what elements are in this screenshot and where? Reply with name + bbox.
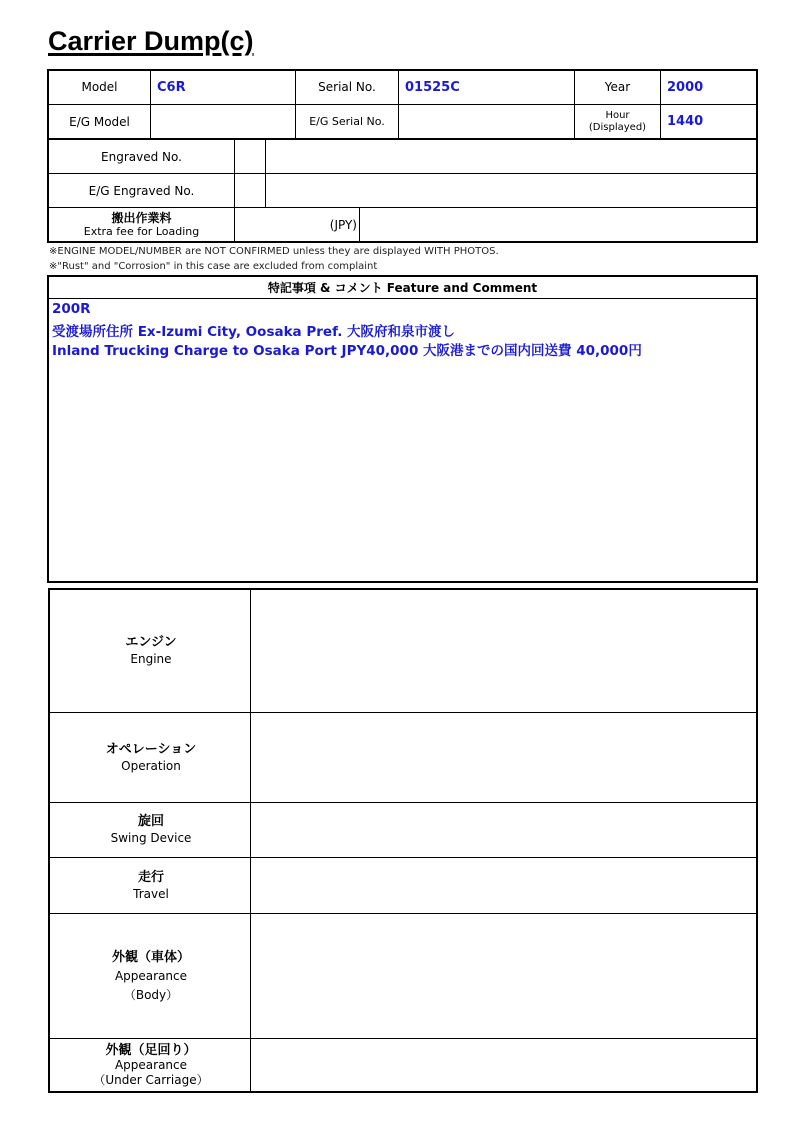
section-engine bbox=[51, 590, 251, 712]
serial-label: Serial No. bbox=[318, 80, 376, 94]
page-title: Carrier Dump(c) bbox=[48, 26, 254, 56]
eg-model-label: E/G Model bbox=[69, 114, 130, 129]
extra-fee-label bbox=[49, 208, 234, 242]
comment-line-2: 受渡場所住所 Ex-Izumi City, Oosaka Pref. 大阪府和泉市渡し bbox=[52, 324, 456, 340]
eg-model-value bbox=[151, 105, 295, 138]
note-rust: ※"Rust" and "Corrosion" in this case are excluded from complaint bbox=[49, 261, 378, 272]
section-appearance-undercarriage-jp: 外観（足回り） bbox=[105, 1042, 197, 1058]
section-appearance-body bbox=[51, 914, 251, 1038]
section-appearance-body-jp: 外観（車体） bbox=[111, 949, 190, 965]
eg-serial-label: E/G Serial No. bbox=[309, 115, 385, 128]
hour-value: 1440 bbox=[667, 114, 704, 129]
model-label: Model bbox=[81, 80, 118, 94]
section-swing-en: Swing Device bbox=[110, 831, 192, 845]
comment-header: 特記事項 & コメント Feature and Comment bbox=[267, 281, 538, 295]
section-swing-jp: 旋回 bbox=[137, 814, 164, 829]
section-operation bbox=[51, 713, 251, 802]
eg-engraved-label: E/G Engraved No. bbox=[88, 183, 195, 198]
section-appearance-body-en: Appearance bbox=[114, 968, 188, 983]
section-swing bbox=[51, 803, 251, 857]
section-operation-en: Operation bbox=[121, 758, 181, 773]
extra-fee-label-en: Extra fee for Loading bbox=[83, 225, 200, 238]
note-engine: ※ENGINE MODEL/NUMBER are NOT CONFIRMED unless they are displayed WITH PHOTOS. bbox=[49, 246, 499, 257]
hour-label-line1: Hour bbox=[605, 109, 630, 121]
eg-serial-value bbox=[399, 105, 574, 138]
section-travel-en: Travel bbox=[133, 886, 169, 901]
comment-line-1: 200R bbox=[52, 301, 91, 317]
section-travel bbox=[51, 858, 251, 913]
section-engine-en: Engine bbox=[130, 652, 172, 666]
section-operation-jp: オペレーション bbox=[105, 741, 197, 757]
model-value: C6R bbox=[157, 79, 186, 95]
section-appearance-undercarriage bbox=[51, 1039, 251, 1091]
engraved-label: Engraved No. bbox=[101, 149, 182, 164]
hour-label bbox=[575, 105, 660, 138]
section-appearance-body-en2: （Body） bbox=[123, 987, 179, 1002]
section-travel-jp: 走行 bbox=[137, 869, 164, 885]
serial-value: 01525C bbox=[405, 79, 460, 95]
section-engine-jp: エンジン bbox=[125, 635, 177, 650]
extra-fee-label-jp: 搬出作業料 bbox=[111, 211, 172, 225]
year-value: 2000 bbox=[667, 79, 704, 95]
section-appearance-undercarriage-en: Appearance bbox=[114, 1057, 188, 1072]
year-label: Year bbox=[604, 80, 631, 94]
currency-label: (JPY) bbox=[329, 218, 357, 232]
section-appearance-undercarriage-en2: （Under Carriage） bbox=[93, 1072, 209, 1087]
hour-label-line2: (Displayed) bbox=[588, 121, 647, 133]
comment-line-3: Inland Trucking Charge to Osaka Port JPY40,000 大阪港までの国内回送費 40,000円 bbox=[52, 343, 642, 359]
